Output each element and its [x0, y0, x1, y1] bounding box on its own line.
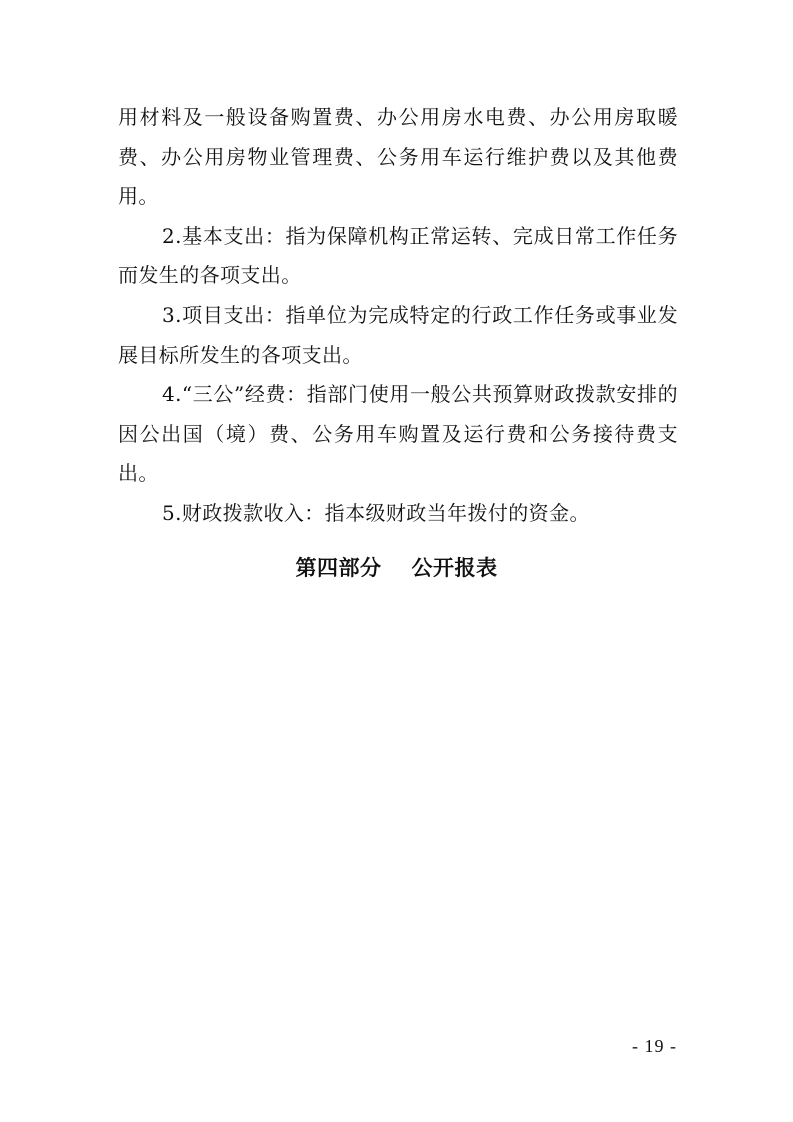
- paragraph-basic-expenditure: 2.基本支出：指为保障机构正常运转、完成日常工作任务而发生的各项支出。: [118, 223, 678, 288]
- paragraph-project-expenditure: 3.项目支出：指单位为完成特定的行政工作任务或事业发展目标所发生的各项支出。: [118, 302, 678, 367]
- body-text: [118, 98, 678, 534]
- section-part-label: 第四部分: [295, 556, 382, 580]
- section-title: 公开报表: [411, 556, 498, 580]
- page-number: - 19 -: [632, 1036, 677, 1056]
- paragraph-three-public-expenses: 4.“三公”经费：指部门使用一般公共预算财政拨款安排的因公出国（境）费、公务用车购置及运行费和公务接待费支出。: [118, 382, 678, 486]
- paragraph-expense-items: 用材料及一般设备购置费、办公用房水电费、办公用房取暖费、办公用房物业管理费、公务用车运行维护费以及其他费用。: [118, 105, 678, 209]
- section-heading: [0, 552, 793, 582]
- paragraph-fiscal-revenue: 5.财政拨款收入：指本级财政当年拨付的资金。: [162, 500, 590, 525]
